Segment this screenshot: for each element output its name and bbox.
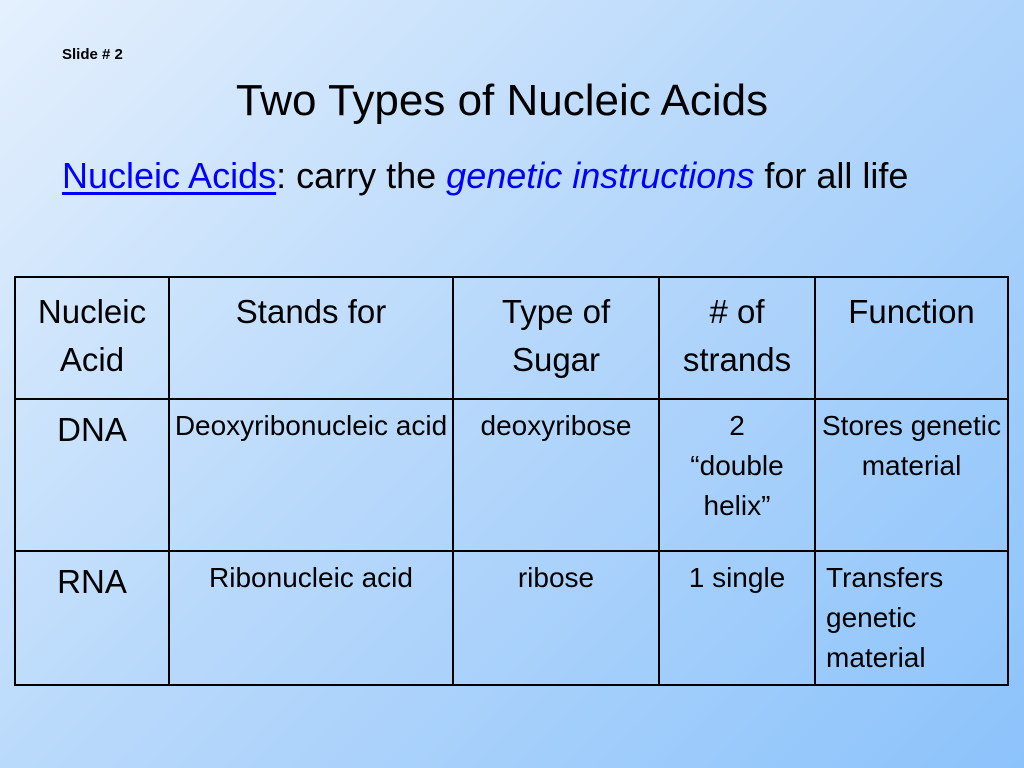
subtitle xyxy=(62,154,982,198)
subtitle-text-1: carry the xyxy=(286,155,447,196)
slide-number: Slide # 2 xyxy=(62,46,123,63)
page-title: Two Types of Nucleic Acids xyxy=(235,76,769,125)
cell-acid: DNA xyxy=(15,399,169,551)
subtitle-colon: : xyxy=(276,155,287,196)
table-header-row xyxy=(15,277,1008,399)
table-row-rna xyxy=(15,551,1008,685)
cell-strands: 1 single xyxy=(659,551,815,685)
term-nucleic-acids: Nucleic Acids xyxy=(62,155,277,196)
subtitle-emphasis: genetic instructions xyxy=(446,155,755,196)
header-function: Function xyxy=(815,277,1008,399)
strands-note: “double helix” xyxy=(690,450,784,521)
cell-acid: RNA xyxy=(15,551,169,685)
cell-function: Transfers genetic material xyxy=(815,551,1008,685)
cell-stands-for: Deoxyribonucleic acid xyxy=(169,399,453,551)
subtitle-text-2: for all life xyxy=(754,155,909,196)
cell-function: Stores genetic material xyxy=(815,399,1008,551)
cell-strands xyxy=(659,399,815,551)
header-number-of-strands: # of strands xyxy=(659,277,815,399)
table-row-dna xyxy=(15,399,1008,551)
header-type-of-sugar: Type of Sugar xyxy=(453,277,659,399)
cell-sugar: ribose xyxy=(453,551,659,685)
header-stands-for: Stands for xyxy=(169,277,453,399)
cell-sugar: deoxyribose xyxy=(453,399,659,551)
nucleic-acids-table xyxy=(14,276,1009,686)
header-nucleic-acid: Nucleic Acid xyxy=(15,277,169,399)
strands-count: 2 xyxy=(729,410,745,441)
cell-stands-for: Ribonucleic acid xyxy=(169,551,453,685)
